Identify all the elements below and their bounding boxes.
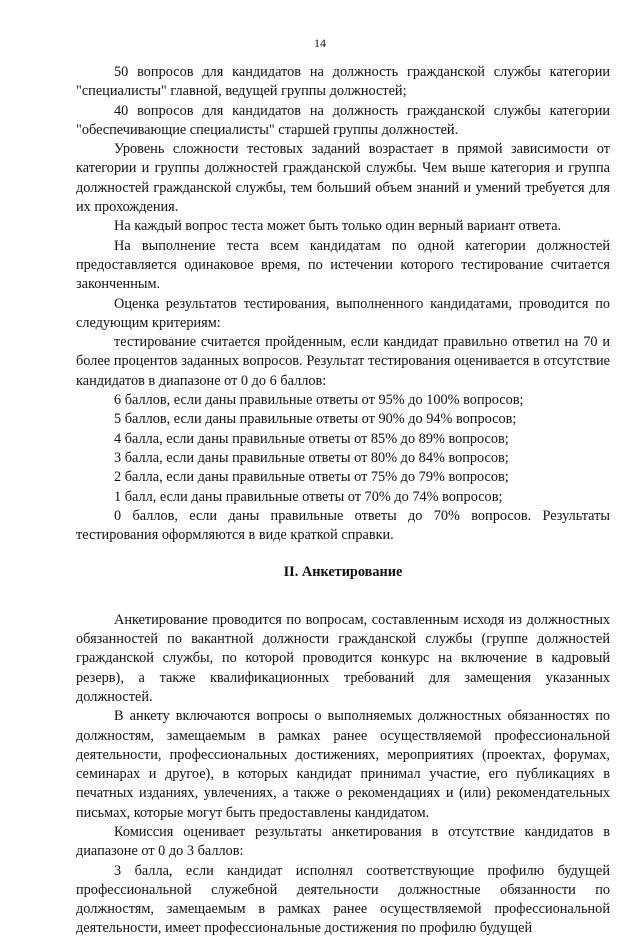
score-item: 5 баллов, если даны правильные ответы от 90% до 94% вопросов; xyxy=(114,411,517,428)
score-item: 2 балла, если даны правильные ответы от 75% до 79% вопросов; xyxy=(114,469,509,486)
section-heading: II. Анкетирование xyxy=(283,564,403,581)
score-item: 3 балла, если даны правильные ответы от 80% до 84% вопросов; xyxy=(114,449,509,466)
paragraph: 3 балла, если кандидат исполнял соответствующие профилю будущей профессиональной служебной деятельности должностные обязанности по должностям, замещаемым в рамках ранее осуществляемой профессиональной деятельности, имеет профессиональные достижения по профилю будущей xyxy=(76,862,610,937)
paragraph: 40 вопросов для кандидатов на должность гражданской службы категории "обеспечивающие специалисты" старшей группы должностей. xyxy=(76,102,610,138)
paragraph: тестирование считается пройденным, если кандидат правильно ответил на 70 и более процентов заданных вопросов. Результат тестирования оценивается в отсутствие кандидатов в диапазоне от 0 до 6 баллов: xyxy=(76,334,610,389)
paragraph: Уровень сложности тестовых заданий возрастает в прямой зависимости от категории и группы должностей гражданской службы. Чем выше категория и группа должностей гражданской службы, тем больший объем знаний и умений требуется для их прохождения. xyxy=(76,141,610,216)
paragraph: Комиссия оценивает результаты анкетирования в отсутствие кандидатов в диапазоне от 0 до 3 баллов: xyxy=(76,823,610,860)
paragraph: На каждый вопрос теста может быть только один верный вариант ответа. xyxy=(114,218,562,235)
paragraph: Анкетирование проводится по вопросам, составленным исходя из должностных обязанностей по вакантной должности гражданской службы (группе должностей гражданской службы, по которой проводится конкурс на включение в кадровый резерв), а также квалификационных требований для замещения указанных должностей. xyxy=(76,611,610,705)
paragraph: На выполнение теста всем кандидатам по одной категории должностей предоставляется одинаковое время, по истечении которого тестирование считается законченным. xyxy=(76,237,610,293)
paragraph: В анкету включаются вопросы о выполняемых должностных обязанностях по должностям, замещаемым в рамках ранее осуществляемой профессиональной деятельности, профессиональных достижениях, мероприятиях (проектах, форумах, семинарах и другое), в которых кандидат принимал участие, его публикациях в печатных изданиях, увлечениях, а также о рекомендациях и (или) рекомендательных письмах, которые могут быть предоставлены кандидатом. xyxy=(76,708,610,821)
paragraph: Оценка результатов тестирования, выполненного кандидатами, проводится по следующим критериям: xyxy=(76,295,610,331)
page-number: 14 xyxy=(314,36,326,50)
document-body xyxy=(76,63,610,939)
score-item: 4 балла, если даны правильные ответы от 85% до 89% вопросов; xyxy=(114,430,509,447)
score-item: 6 баллов, если даны правильные ответы от 95% до 100% вопросов; xyxy=(114,392,524,409)
paragraph: 50 вопросов для кандидатов на должность гражданской службы категории "специалисты" главной, ведущей группы должностей; xyxy=(76,64,610,100)
score-item: 0 баллов, если даны правильные ответы до 70% вопросов. Результаты тестирования оформляются в виде краткой справки. xyxy=(76,507,610,544)
score-item: 1 балл, если даны правильные ответы от 70% до 74% вопросов; xyxy=(114,488,503,505)
